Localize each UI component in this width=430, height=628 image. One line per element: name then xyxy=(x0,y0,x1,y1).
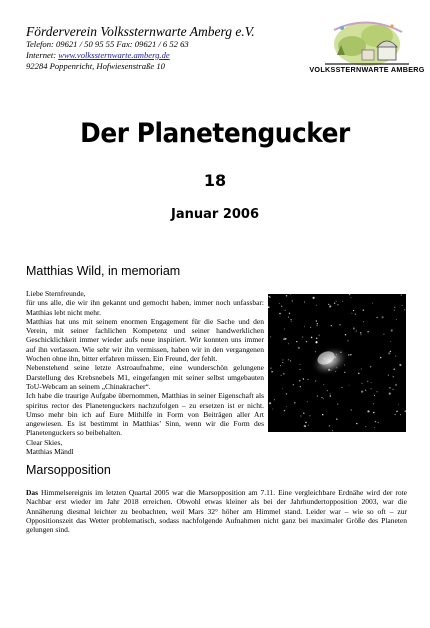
star xyxy=(290,294,291,295)
star xyxy=(316,305,317,306)
star xyxy=(389,393,391,395)
star xyxy=(271,371,272,372)
star xyxy=(283,373,284,374)
star xyxy=(317,323,318,324)
star xyxy=(395,384,397,386)
star xyxy=(290,360,291,361)
star xyxy=(298,347,300,349)
org-name: Förderverein Volkssternwarte Amberg e.V. xyxy=(26,24,255,39)
star xyxy=(311,337,313,339)
star xyxy=(394,307,395,308)
star xyxy=(342,301,343,302)
observatory-logo xyxy=(309,20,425,82)
star xyxy=(353,310,354,311)
star xyxy=(373,403,374,404)
letterhead xyxy=(26,24,326,72)
star xyxy=(285,310,286,311)
star xyxy=(371,388,372,389)
star xyxy=(376,317,377,318)
paragraph: Nebenstehend seine letzte Astroaufnahme, eine wunderschön gelungene Darstellung des Krebsnebels M1, eingefangen mit seiner selbst umgebauten ToU-Webcam an seinem „Chinakracher“. xyxy=(26,363,264,391)
star xyxy=(349,294,351,296)
star xyxy=(376,391,377,392)
star xyxy=(345,334,346,335)
star xyxy=(337,304,338,305)
star xyxy=(390,351,391,352)
paragraph: Liebe Sternfreunde, xyxy=(26,289,86,298)
star xyxy=(323,384,324,385)
star xyxy=(315,380,316,381)
star xyxy=(282,388,283,389)
crab-nebula-photo xyxy=(268,294,406,432)
star xyxy=(279,313,281,315)
star xyxy=(327,390,328,391)
lead-word: Das xyxy=(26,488,39,497)
star xyxy=(405,410,406,411)
star xyxy=(361,383,362,384)
star xyxy=(305,426,306,427)
star xyxy=(337,404,338,405)
star xyxy=(304,326,305,327)
address: 92284 Poppenricht, Hofwiesenstraße 10 xyxy=(26,61,165,71)
star xyxy=(355,314,356,315)
star xyxy=(351,409,352,410)
star xyxy=(350,354,351,355)
star xyxy=(365,426,366,427)
star xyxy=(293,384,294,385)
star xyxy=(374,427,375,428)
star xyxy=(307,379,308,380)
star xyxy=(303,379,304,380)
star xyxy=(361,391,363,393)
star xyxy=(294,402,296,404)
star xyxy=(395,356,396,357)
star xyxy=(396,319,397,320)
paragraph: Clear Skies, xyxy=(26,437,63,447)
star xyxy=(286,406,287,407)
star xyxy=(370,366,371,367)
star xyxy=(350,297,351,298)
star xyxy=(353,329,354,330)
star xyxy=(316,341,317,342)
star xyxy=(279,303,280,304)
star xyxy=(388,352,390,354)
star xyxy=(270,336,271,337)
star xyxy=(328,304,329,305)
star xyxy=(334,303,335,304)
star xyxy=(374,395,375,396)
star xyxy=(348,385,349,386)
paragraph: Matthias hat uns mit seinem enormen Engagement für die Sache und den Verein, mit seiner fachlichen Kompetenz und seiner handwerklichen Geschicklichkeit immer wieder aufs neue inspiriert. Wir konnten uns immer auf ihn verlassen. Wie sehr wir ihn vermissen, haben wir in den vergangenen Wochen ohne ihn, bitter erfahren müssen. Ein Freund, der fehlt. xyxy=(26,316,264,364)
star xyxy=(329,305,331,307)
star xyxy=(285,338,286,339)
star xyxy=(360,332,362,334)
star xyxy=(331,325,332,326)
star xyxy=(313,297,315,299)
star xyxy=(400,414,401,415)
star xyxy=(286,393,288,395)
star xyxy=(300,415,301,416)
star xyxy=(372,303,373,304)
issue-number: 18 xyxy=(203,171,227,190)
star xyxy=(299,380,301,382)
star xyxy=(308,425,309,426)
star xyxy=(344,372,345,373)
star xyxy=(304,301,305,302)
star xyxy=(361,368,362,369)
star xyxy=(380,357,382,359)
star xyxy=(282,362,283,363)
star xyxy=(299,364,300,365)
star xyxy=(286,295,288,297)
issue-date: Januar 2006 xyxy=(170,207,259,222)
star xyxy=(316,338,318,340)
star xyxy=(394,369,395,370)
star xyxy=(302,336,304,338)
star xyxy=(347,340,348,341)
star xyxy=(367,381,368,382)
section-heading-mars: Marsopposition xyxy=(26,463,111,477)
star xyxy=(396,411,397,412)
paragraph: für uns alle, die wir ihn gekannt und gemocht haben, immer noch unfassbar: Matthias lebt nicht mehr. xyxy=(26,298,264,317)
star xyxy=(388,375,389,376)
star xyxy=(341,387,342,388)
star xyxy=(309,415,310,416)
star xyxy=(270,367,272,369)
star xyxy=(322,414,323,415)
star xyxy=(318,335,319,336)
star xyxy=(373,412,375,414)
paragraph xyxy=(26,488,407,534)
star xyxy=(307,401,308,402)
star xyxy=(402,305,403,306)
star xyxy=(395,414,396,415)
star xyxy=(375,421,376,422)
star xyxy=(356,331,357,332)
star xyxy=(404,309,405,310)
star xyxy=(394,310,395,311)
star xyxy=(291,321,292,322)
star xyxy=(310,327,311,328)
star xyxy=(378,422,379,423)
star xyxy=(358,373,360,375)
star xyxy=(383,334,384,335)
star xyxy=(316,320,317,321)
newsletter-title: Der Planetengucker xyxy=(80,118,350,149)
star xyxy=(360,334,361,335)
website-link[interactable]: www.volkssternwarte.amberg.de xyxy=(58,50,170,60)
star xyxy=(284,410,285,411)
star xyxy=(288,316,289,317)
paragraph-text: Himmelsereignis im letzten Quartal 2005 war die Marsopposition am 7.11. Eine vergleichbare Erdnähe wird der rote Nachbar erst wieder im Jahr 2018 erreichen. Obwohl etwas kleiner als bei der Jahrhundertopposition 2003, war die Annäherung diesmal leichter zu beobachten, weil Mars 32° höher am Himmel stand. Leider war – wie so oft – zur Oppositionszeit das Wetter problematisch, sodass nachfolgende Aufnahmen nicht ganz bei maximaler Größe des Planeten gelungen sind. xyxy=(26,488,407,535)
star xyxy=(367,410,369,412)
phone-fax: Telefon: 09621 / 50 95 55 Fax: 09621 / 6 52 63 xyxy=(26,39,189,49)
star xyxy=(351,313,352,314)
star xyxy=(321,397,322,398)
star xyxy=(305,422,307,424)
logo-text: VOLKSSTERNWARTE AMBERG xyxy=(309,65,425,74)
star xyxy=(292,300,294,302)
star xyxy=(363,309,364,310)
star xyxy=(272,408,273,409)
star xyxy=(289,313,290,314)
star xyxy=(274,399,275,400)
star xyxy=(283,360,284,361)
star xyxy=(336,301,337,302)
star xyxy=(300,386,301,387)
star xyxy=(389,387,391,389)
star xyxy=(291,319,292,320)
star xyxy=(303,412,304,413)
star xyxy=(306,341,307,342)
star xyxy=(336,418,337,419)
star xyxy=(330,395,332,397)
star xyxy=(391,329,393,331)
memoriam-article xyxy=(26,289,264,456)
star xyxy=(280,365,281,366)
star xyxy=(284,329,285,330)
star xyxy=(269,402,271,404)
star xyxy=(365,390,367,392)
star xyxy=(398,404,399,405)
star xyxy=(283,339,284,340)
star xyxy=(330,394,331,395)
star xyxy=(317,396,318,397)
mars-article xyxy=(26,488,407,534)
star xyxy=(288,359,289,360)
star xyxy=(399,364,401,366)
star xyxy=(316,325,317,326)
internet-label: Internet: xyxy=(26,50,59,60)
paragraph: Matthias Mändl xyxy=(26,447,74,457)
star xyxy=(382,316,384,318)
internet-line xyxy=(26,50,326,61)
star xyxy=(363,321,364,322)
star xyxy=(323,398,324,399)
star xyxy=(392,389,393,390)
star xyxy=(269,297,270,298)
star xyxy=(339,324,341,326)
section-heading-memoriam: Matthias Wild, in memoriam xyxy=(26,264,181,278)
star xyxy=(329,425,330,426)
star xyxy=(280,375,281,376)
star xyxy=(332,430,333,431)
star xyxy=(300,369,301,370)
star xyxy=(296,341,297,342)
star xyxy=(281,306,282,307)
star xyxy=(315,351,316,352)
star xyxy=(288,343,289,344)
star xyxy=(401,294,402,295)
star xyxy=(268,306,270,308)
paragraph: Ich habe die traurige Aufgabe übernommen, Matthias in seiner Eigenschaft als spiritus rector des Planetenguckers nachzufolgen – zu ersetzen ist er nicht. Umso mehr bin ich auf Eure Mithilfe in Form von Beiträgen aller Art angewiesen. Es ist bestimmt in Matthias’ Sinn, wenn wir die Form des Planetenguckers so beibehalten. xyxy=(26,391,264,438)
star xyxy=(393,376,394,377)
star xyxy=(371,382,372,383)
star xyxy=(356,423,357,424)
star xyxy=(390,341,391,342)
star xyxy=(367,331,368,332)
